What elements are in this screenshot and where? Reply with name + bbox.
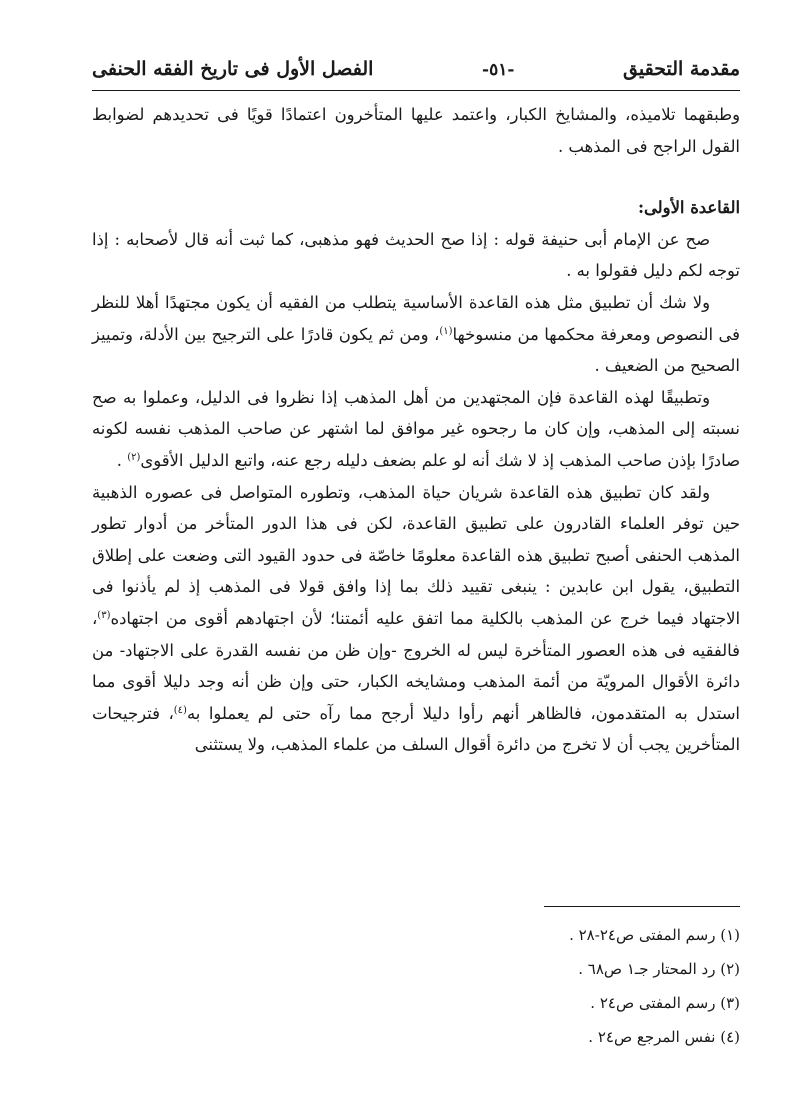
book-page xyxy=(92,52,740,1062)
paragraph-4-text-a: وتطبيقًا لهذه القاعدة فإن المجتهدين من أهل المذهب إذا نظروا فى الدليل، وعملوا به صح نسبته إلى المذهب، وإن كان ما رجحوه غير موافق لما اشتهر عن صاحب المذهب نفسه لكونه صادرًا بإذن صاحب المذهب إذ لا شك أنه لو علم بضعف دليله رجع عنه، واتبع الدليل الأقوى xyxy=(92,387,740,470)
paragraph-3-text-a: ولا شك أن تطبيق مثل هذه القاعدة الأساسية يتطلب من الفقيه أن يكون مجتهدًا أهلا للنظر فى النصوص ومعرفة محكمها من منسوخها xyxy=(92,292,740,344)
paragraph-1 xyxy=(92,99,740,162)
footnote-ref-2[interactable]: (٢) xyxy=(127,451,141,463)
paragraph-3 xyxy=(92,287,740,382)
section-heading xyxy=(92,192,740,224)
paragraph-3-text-b: ، ومن ثم يكون قادرًا على الترجيح بين الأدلة، وتمييز الصحيح من الضعيف . xyxy=(92,324,740,376)
section-heading-colon: : xyxy=(637,198,645,218)
paragraph-4-text-b: . xyxy=(116,450,128,470)
paragraph-5 xyxy=(92,477,740,761)
paragraph-5-text-a: ولقد كان تطبيق هذه القاعدة شريان حياة المذهب، وتطوره المتواصل فى عصوره الذهبية حين توفر العلماء القادرون على تطبيق القاعدة، لكن فى هذا الدور المتأخر من أدوار تطور المذهب الحنفى أصبح تطبيق هذه القاعدة معلومًا خاصّة فى حدود القيود التى وضعت على إطلاق التطبيق، يقول ابن عابدين : ينبغى تقييد ذلك بما إذا وافق قولا فى المذهب إذ لم يأذنوا فى الاجتهاد فيما خرج عن المذهب بالكلية مما اتفق عليه أئمتنا؛ لأن اجتهادهم أقوى من اجتهاده xyxy=(92,482,740,628)
page-number: -٥١- xyxy=(482,60,515,80)
paragraph-4 xyxy=(92,382,740,477)
footnote-ref-1[interactable]: (١) xyxy=(439,325,453,337)
header-rule xyxy=(92,90,740,91)
footnote-2: (٢) رد المحتار جـ١ ص٦٨ . xyxy=(578,960,740,978)
paragraph-2 xyxy=(92,224,740,287)
footnote-3: (٣) رسم المفتى ص٢٤ . xyxy=(590,994,740,1012)
paragraph-1-text: وطبقهما تلاميذه، والمشايخ الكبار، واعتمد عليها المتأخرون اعتمادًا قويًا فى تحديدهم لضوابط القول الراجح فى المذهب . xyxy=(92,105,740,156)
paragraph-5-text-c: ، فترجيحات المتأخرين يجب أن لا تخرج من دائرة أقوال السلف من علماء المذهب، ولا يستثنى xyxy=(92,703,740,755)
section-heading-text: القاعدة الأولى xyxy=(644,198,740,218)
footnote-ref-3[interactable]: (٣) xyxy=(97,609,111,621)
footnote-ref-4[interactable]: (٤) xyxy=(173,704,187,716)
footnotes-list xyxy=(92,918,740,1054)
footnote-1: (١) رسم المفتى ص٢٤-٢٨ . xyxy=(569,926,740,944)
footnote-separator xyxy=(544,906,740,907)
header-left-title: الفصل الأول فى تاريخ الفقه الحنفى xyxy=(92,58,374,80)
footnote-4: (٤) نفس المرجع ص٢٤ . xyxy=(588,1028,740,1046)
running-header xyxy=(92,52,740,86)
paragraph-5-text-b: ، فالفقيه فى هذه العصور المتأخرة ليس له الخروج -وإن ظن من نفسه القدرة على الاجتهاد- من دائرة الأقوال المرويّة من أئمة المذهب ومشايخه الكبار، حتى وإن ظن أنه وجد دليلا أقوى مما استدل به المتقدمون، فالظاهر أنهم رأوا دليلا أرجح مما رآه حتى لم يعملوا به xyxy=(92,608,740,723)
header-right-title: مقدمة التحقيق xyxy=(623,58,740,80)
main-text xyxy=(92,99,740,761)
paragraph-2-text: صح عن الإمام أبى حنيفة قوله : إذا صح الحديث فهو مذهبى، كما ثبت أنه قال لأصحابه : إذا توجه لكم دليل فقولوا به . xyxy=(92,229,740,281)
